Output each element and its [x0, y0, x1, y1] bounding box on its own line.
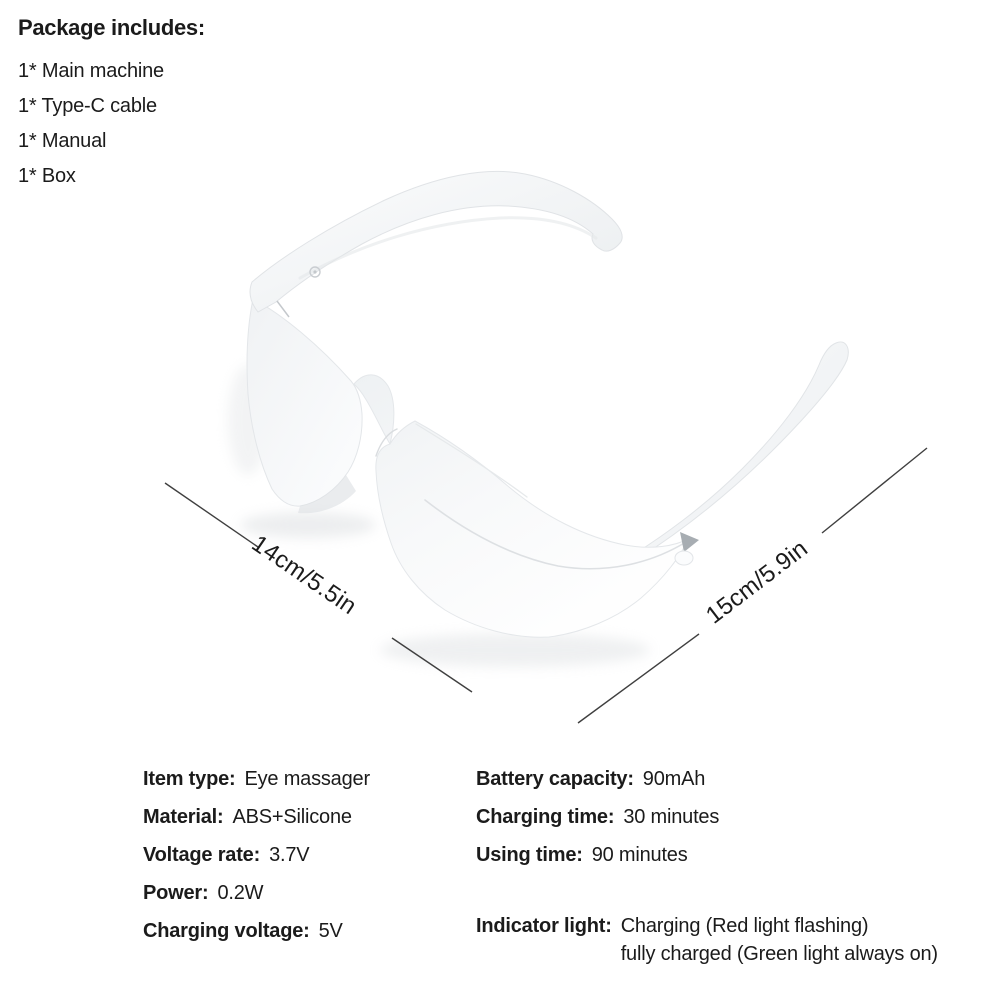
package-item-main-machine: 1* Main machine — [18, 60, 164, 82]
left-temple-arm — [250, 171, 622, 312]
spec-label: Battery capacity: — [476, 767, 634, 790]
spec-label: Charging time: — [476, 805, 615, 828]
spec-value — [621, 912, 938, 968]
spec-value: 0.2W — [217, 881, 264, 904]
spec-label: Charging voltage: — [143, 919, 310, 942]
spec-row-using-time — [476, 836, 938, 874]
spec-label: Power: — [143, 881, 209, 904]
specs-right-column — [476, 760, 938, 968]
spec-row-power — [143, 874, 370, 912]
spec-value: 90 minutes — [591, 843, 688, 866]
package-item-manual: 1* Manual — [18, 130, 107, 152]
spec-row-voltage-rate — [143, 836, 370, 874]
shadow-under-front-panel — [380, 633, 650, 667]
spec-label: Item type: — [143, 767, 236, 790]
indicator-charged-state: fully charged (Green light always on) — [620, 943, 938, 965]
dimension-label-frame-width: 14cm/5.5in — [246, 530, 362, 621]
package-heading: Package includes: — [18, 15, 205, 40]
spec-row-indicator-light — [476, 912, 938, 968]
left-eye-piece — [247, 299, 362, 506]
package-item-box: 1* Box — [18, 165, 76, 187]
spec-row-material — [143, 798, 370, 836]
spec-row-charging-voltage — [143, 912, 370, 950]
spec-label: Using time: — [476, 843, 583, 866]
spec-value: 90mAh — [642, 767, 706, 790]
spec-value: 3.7V — [269, 843, 310, 866]
indicator-charging-state: Charging (Red light flashing) — [620, 915, 869, 937]
spec-row-item-type — [143, 760, 370, 798]
spec-label: Indicator light: — [476, 915, 612, 937]
spec-label: Voltage rate: — [143, 843, 261, 866]
spec-row-battery-capacity — [476, 760, 938, 798]
spec-label: Material: — [143, 805, 224, 828]
package-item-type-c-cable: 1* Type-C cable — [18, 95, 157, 117]
spec-row-charging-time — [476, 798, 938, 836]
dimension-label-temple-length: 15cm/5.9in — [701, 534, 814, 630]
spec-value: Eye massager — [244, 767, 370, 790]
hinge-tab — [675, 551, 693, 565]
frame-front-panel — [354, 375, 688, 637]
spec-value: 30 minutes — [623, 805, 720, 828]
specs-left-column — [143, 760, 370, 950]
spec-value: ABS+Silicone — [232, 805, 352, 828]
spec-value: 5V — [318, 919, 343, 942]
